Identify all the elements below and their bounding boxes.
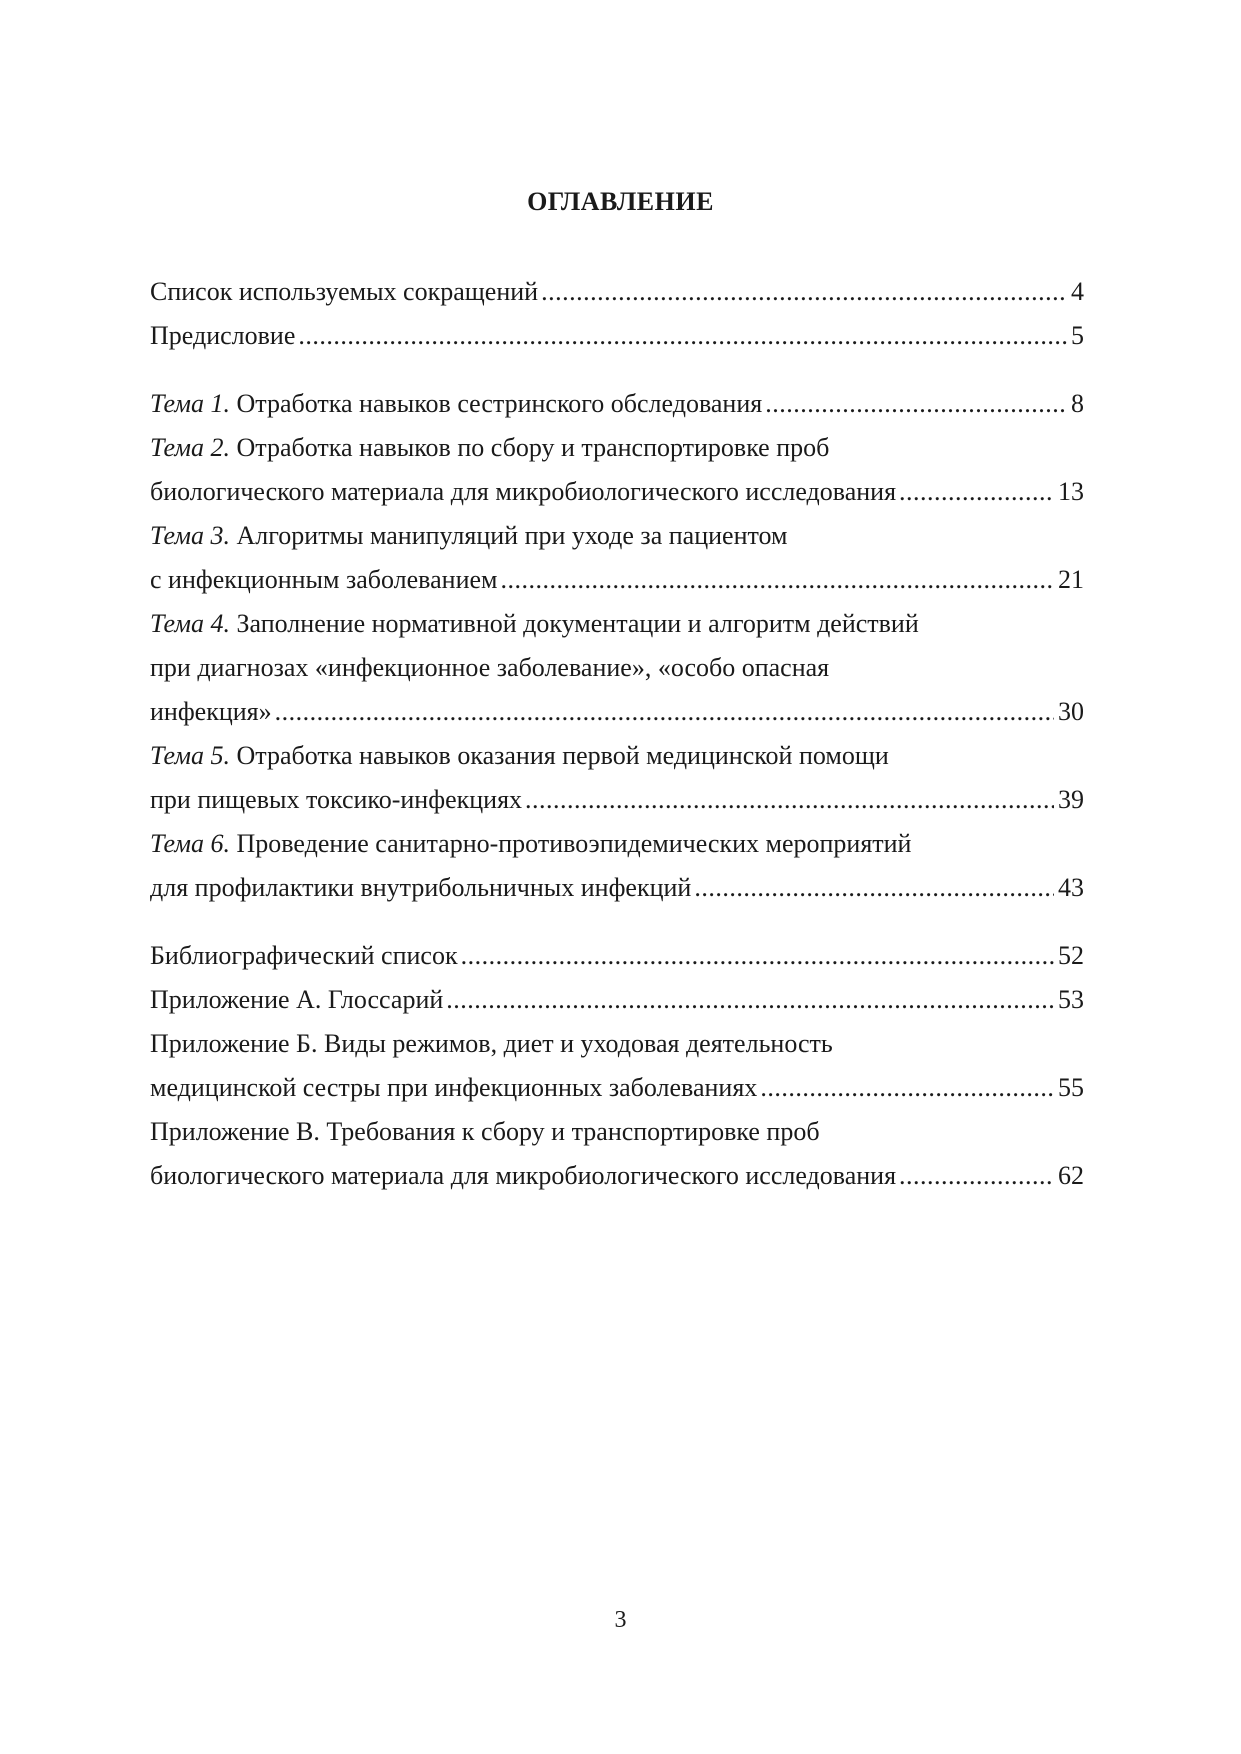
toc-entry-text: Проведение санитарно-противоэпидемических мероприятий [236, 829, 912, 858]
toc-entry-appendix-b[interactable] [150, 1022, 1084, 1110]
toc-page-number: 21 [1058, 565, 1084, 594]
toc-page-number: 13 [1058, 477, 1084, 506]
toc-entry-text: Заполнение нормативной документации и алгоритм действий [236, 609, 919, 638]
toc-page-number: 55 [1058, 1073, 1084, 1102]
toc-entry-text: Приложение Б. Виды режимов, диет и уходовая деятельность [150, 1029, 833, 1058]
dot-leader [765, 382, 1067, 426]
toc-entry-text: Алгоритмы манипуляций при уходе за пациентом [236, 521, 788, 550]
toc-entry-topic-6[interactable] [150, 822, 1084, 910]
dot-leader [298, 314, 1067, 358]
topic-label: Тема 2. [150, 433, 231, 462]
topic-label: Тема 1. [150, 389, 231, 418]
dot-leader [760, 1066, 1054, 1110]
page-number: 3 [614, 1607, 627, 1633]
toc-page-number: 43 [1058, 873, 1084, 902]
section-gap [150, 358, 1084, 382]
dot-leader [541, 270, 1067, 314]
toc-entry-topic-3[interactable] [150, 514, 1084, 602]
topic-label: Тема 6. [150, 829, 231, 858]
toc-page-number: 53 [1058, 985, 1084, 1014]
toc-page-number: 62 [1058, 1161, 1084, 1190]
toc-entry-topic-5[interactable] [150, 734, 1084, 822]
toc-entry-text: Библиографический список [150, 941, 458, 970]
toc-entry-text: Отработка навыков сестринского обследования [236, 389, 763, 418]
toc-entry-text: для профилактики внутрибольничных инфекций [150, 873, 692, 902]
toc-entry-text: при пищевых токсико-инфекциях [150, 785, 523, 814]
topic-label: Тема 3. [150, 521, 231, 550]
toc-entry-topic-4[interactable] [150, 602, 1084, 734]
toc-entry-abbreviations[interactable] [150, 270, 1084, 314]
toc-entry-text: биологического материала для микробиологического исследования [150, 1161, 897, 1190]
toc-entry-text: Отработка навыков по сбору и транспортировке проб [236, 433, 830, 462]
toc-entry-appendix-c[interactable] [150, 1110, 1084, 1198]
section-gap [150, 910, 1084, 934]
toc-entry-text: Предисловие [150, 321, 296, 350]
dot-leader [275, 690, 1054, 734]
dot-leader [461, 934, 1054, 978]
toc-entry-text: при диагнозах «инфекционное заболевание», «особо опасная [150, 653, 830, 682]
toc-entry-bibliography[interactable] [150, 934, 1084, 978]
toc-page-number: 39 [1058, 785, 1084, 814]
toc-entry-preface[interactable] [150, 314, 1084, 358]
topic-label: Тема 5. [150, 741, 231, 770]
toc-entry-text: Список используемых сокращений [150, 277, 539, 306]
table-of-contents [150, 270, 1084, 1198]
dot-leader [446, 978, 1054, 1022]
toc-entry-text: инфекция» [150, 697, 272, 726]
dot-leader [899, 1154, 1054, 1198]
toc-page-number: 8 [1071, 389, 1084, 418]
toc-page-number: 5 [1071, 321, 1084, 350]
toc-entry-text: Приложение В. Требования к сбору и транспортировке проб [150, 1117, 820, 1146]
toc-entry-topic-2[interactable] [150, 426, 1084, 514]
topic-label: Тема 4. [150, 609, 231, 638]
toc-entry-text: медицинской сестры при инфекционных заболеваниях [150, 1073, 758, 1102]
toc-entry-text: Отработка навыков оказания первой медицинской помощи [236, 741, 889, 770]
toc-entry-text: с инфекционным заболеванием [150, 565, 498, 594]
dot-leader [525, 778, 1054, 822]
toc-entry-topic-1[interactable] [150, 382, 1084, 426]
toc-page-number: 52 [1058, 941, 1084, 970]
toc-page-number: 4 [1071, 277, 1084, 306]
toc-entry-appendix-a[interactable] [150, 978, 1084, 1022]
dot-leader [899, 470, 1054, 514]
toc-page-number: 30 [1058, 697, 1084, 726]
dot-leader [694, 866, 1054, 910]
dot-leader [500, 558, 1054, 602]
toc-entry-text: биологического материала для микробиологического исследования [150, 477, 897, 506]
toc-entry-text: Приложение А. Глоссарий [150, 985, 444, 1014]
page-title: ОГЛАВЛЕНИЕ [527, 187, 714, 216]
